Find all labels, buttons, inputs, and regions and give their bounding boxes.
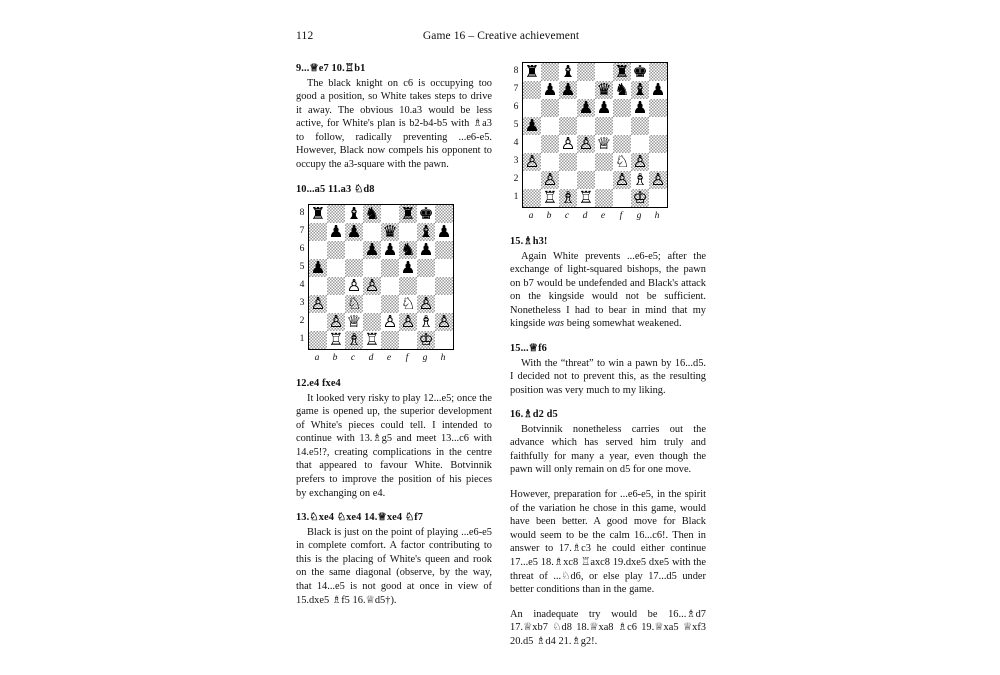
chess-piece-p: ♟ [382,241,398,260]
board-square-d4 [363,277,381,295]
chess-piece-K: ♔ [418,331,434,350]
board-square-d3 [363,295,381,313]
file-label: b [546,210,552,221]
file-label: d [582,210,588,221]
file-label: e [600,210,606,221]
chess-piece-b: ♝ [346,205,362,224]
chess-piece-P: ♙ [542,171,558,189]
rank-label: 1 [299,333,305,345]
board-square-b8 [541,63,559,81]
chess-piece-N: ♘ [346,295,362,314]
board-square-h6 [649,99,667,117]
board-square-c1 [559,189,577,207]
rank-label: 1 [513,191,519,202]
board-square-d2 [363,313,381,331]
chess-piece-k: ♚ [418,205,434,224]
annotation-paragraph-8: An inadequate try would be 16...♗d7 17.♕xb7 ♘d8 18.♕xa8 ♗c6 19.♕xa5 ♕xf3 20.d5 ♗d4 21.♗g2!. [510,608,706,647]
chess-piece-R: ♖ [328,331,344,350]
board-square-b6 [327,241,345,259]
annotation-paragraph-2: It looked very risky to play 12...e5; once the game is opened up, the superior development of White's pieces could tell. I intended to continue with 13.♗g5 and meet 13...c6 with 14.e5!?, creating complications in the centre that appeared to favour White. Botvinnik prefers to improve the position of his pieces by exchanging on e4. [296,392,492,499]
rank-label: 5 [299,261,305,273]
board-square-g6 [631,99,649,117]
file-label: a [314,352,320,364]
file-label: d [368,352,374,364]
board-square-f1 [399,331,417,349]
board-square-d5 [363,259,381,277]
file-label: c [350,352,356,364]
chess-piece-N: ♘ [614,153,630,171]
chess-piece-k: ♚ [632,63,648,81]
board-square-f3 [613,153,631,171]
rank-label: 4 [513,137,519,148]
board-square-g8 [417,205,435,223]
board-square-f8 [399,205,417,223]
chess-piece-R: ♖ [578,189,594,207]
board-square-b7 [541,81,559,99]
board-square-g8 [631,63,649,81]
board-square-a4 [523,135,541,153]
board-square-c4 [345,277,363,295]
file-labels-1 [308,352,454,364]
board-square-f4 [613,135,631,153]
chess-diagram-1 [296,204,492,364]
board-square-c7 [345,223,363,241]
board-square-h4 [435,277,453,295]
chess-piece-p: ♟ [364,241,380,260]
chess-piece-p: ♟ [650,81,666,99]
chess-piece-p: ♟ [578,99,594,117]
board-square-g4 [631,135,649,153]
board-square-b3 [327,295,345,313]
move-heading-15-Bh3: 15.♗h3! [510,236,548,247]
board-square-f2 [613,171,631,189]
chess-piece-P: ♙ [578,135,594,153]
board-square-a3 [523,153,541,171]
file-label: a [528,210,534,221]
board-square-h5 [649,117,667,135]
board-square-a2 [523,171,541,189]
chess-piece-r: ♜ [310,205,326,224]
board-square-b7 [327,223,345,241]
file-label: h [440,352,446,364]
board-square-h4 [649,135,667,153]
chess-piece-p: ♟ [542,81,558,99]
board-square-h7 [649,81,667,99]
board-square-b1 [327,331,345,349]
board-square-h8 [649,63,667,81]
board-square-d2 [577,171,595,189]
chess-piece-b: ♝ [418,223,434,242]
annotation-paragraph-5: With the “threat” to win a pawn by 16...d5. I decided not to prevent this, as the resulting position was very much to my liking. [510,357,706,396]
board-square-c2 [345,313,363,331]
chessboard-1 [308,204,454,350]
board-square-g7 [417,223,435,241]
board-square-g6 [417,241,435,259]
board-square-e5 [381,259,399,277]
chess-piece-B: ♗ [632,171,648,189]
chess-piece-B: ♗ [560,189,576,207]
board-square-g3 [417,295,435,313]
file-label: b [332,352,338,364]
board-square-a7 [309,223,327,241]
board-square-f7 [613,81,631,99]
chess-diagram-2 [510,62,706,222]
chess-piece-B: ♗ [346,331,362,350]
file-label: h [654,210,660,221]
chess-piece-P: ♙ [524,153,540,171]
para4-part-b: being somewhat weakened. [564,318,682,330]
board-square-c1 [345,331,363,349]
chess-piece-P: ♙ [650,171,666,189]
board-square-f5 [399,259,417,277]
chess-piece-p: ♟ [632,99,648,117]
chess-piece-N: ♘ [400,295,416,314]
board-square-f8 [613,63,631,81]
board-square-e2 [381,313,399,331]
board-square-e3 [381,295,399,313]
annotation-paragraph-6: Botvinnik nonetheless carries out the advance which has served him truly and faithfully for many a year, even though the pawn will only remain on d5 for one move. [510,423,706,476]
left-column [296,62,492,607]
board-square-d7 [577,81,595,99]
board-square-g5 [631,117,649,135]
rank-label: 2 [299,315,305,327]
board-square-g1 [631,189,649,207]
board-square-b5 [327,259,345,277]
file-label: f [619,210,623,221]
board-square-a7 [523,81,541,99]
board-square-d6 [363,241,381,259]
board-square-c6 [559,99,577,117]
chess-piece-n: ♞ [614,81,630,99]
chess-piece-p: ♟ [524,117,540,135]
board-square-b3 [541,153,559,171]
move-heading-13-Nxe4: 13.♘xe4 ♘xe4 14.♕xe4 ♘f7 [296,512,424,524]
annotation-paragraph-7: However, preparation for ...e6-e5, in the spirit of the variation he chose in this game, would have been better. A good move for Black would seem to be the calm 16...c6!. Then in answer to 17.♗c3 he could either continue 17...e5 18.♗xc8 ♖axc8 19.dxe5 dxe5 with the threat of ...♘d6, or else play 17...d5 under better conditions than in the game. [510,489,706,596]
annotation-paragraph-1: The black knight on c6 is occupying too good a position, so White takes steps to drive it away. The obvious 10.a3 would be less active, for White's plan is b2-b4-b5 with ♗a3 to follow, radically preventing ...e6-e5. However, Black now compels his opponent to occupy the a3-square with the pawn. [296,77,492,170]
move-heading-10-a5: 10...a5 11.a3 ♘d8 [296,183,375,195]
chess-piece-P: ♙ [328,313,344,332]
para4-emphasis: was [547,318,565,330]
chess-piece-r: ♜ [400,205,416,224]
board-square-d1 [363,331,381,349]
chess-piece-P: ♙ [418,295,434,314]
rank-label: 7 [299,225,305,237]
rank-label: 8 [513,65,519,76]
board-square-e4 [595,135,613,153]
chess-piece-R: ♖ [364,331,380,350]
file-label: e [386,352,392,364]
board-square-f3 [399,295,417,313]
board-square-c8 [559,63,577,81]
board-square-c5 [345,259,363,277]
board-square-a2 [309,313,327,331]
chess-piece-r: ♜ [614,63,630,81]
board-square-h2 [435,313,453,331]
board-square-d7 [363,223,381,241]
chess-piece-R: ♖ [542,189,558,207]
chess-piece-P: ♙ [400,313,416,332]
board-square-g1 [417,331,435,349]
board-square-h8 [435,205,453,223]
board-square-h1 [435,331,453,349]
board-square-h5 [435,259,453,277]
move-heading-9-Qe7: 9...♕e7 10.♖b1 [296,63,366,74]
board-square-a8 [523,63,541,81]
rank-label: 5 [513,119,519,130]
rank-label: 3 [299,297,305,309]
board-square-h3 [435,295,453,313]
file-label: g [422,352,428,364]
board-square-d4 [577,135,595,153]
board-square-b4 [541,135,559,153]
board-square-f1 [613,189,631,207]
rank-label: 6 [299,243,305,255]
running-head [296,30,706,46]
chess-piece-Q: ♕ [596,135,612,153]
board-square-h6 [435,241,453,259]
board-square-b6 [541,99,559,117]
board-square-a8 [309,205,327,223]
running-title: Game 16 – Creative achievement [422,30,580,42]
rank-label: 3 [513,155,519,166]
chess-piece-K: ♔ [632,189,648,207]
chess-piece-p: ♟ [346,223,362,242]
chess-piece-n: ♞ [364,205,380,224]
board-square-d3 [577,153,595,171]
board-square-d8 [577,63,595,81]
board-square-e7 [381,223,399,241]
file-label: c [564,210,570,221]
board-square-g5 [417,259,435,277]
rank-label: 2 [513,173,519,184]
chess-piece-n: ♞ [400,241,416,260]
board-square-g7 [631,81,649,99]
chess-piece-p: ♟ [560,81,576,99]
board-square-e2 [595,171,613,189]
board-square-c3 [345,295,363,313]
board-square-e5 [595,117,613,135]
board-square-e3 [595,153,613,171]
rank-labels-2 [510,62,522,206]
board-square-a3 [309,295,327,313]
chess-piece-r: ♜ [524,63,540,81]
page-number: 112 [296,30,314,42]
chess-piece-P: ♙ [382,313,398,332]
board-square-c8 [345,205,363,223]
board-square-e1 [595,189,613,207]
move-heading-12-e4: 12.e4 fxe4 [296,378,341,390]
board-square-f4 [399,277,417,295]
board-square-e8 [381,205,399,223]
board-square-g3 [631,153,649,171]
chess-piece-P: ♙ [436,313,452,332]
board-square-b8 [327,205,345,223]
chess-piece-q: ♛ [596,81,612,99]
chess-piece-b: ♝ [632,81,648,99]
chessboard-2 [522,62,668,208]
board-square-f6 [399,241,417,259]
board-square-b5 [541,117,559,135]
board-square-a1 [309,331,327,349]
chess-piece-p: ♟ [436,223,452,242]
rank-labels-1 [296,204,308,348]
chess-piece-P: ♙ [632,153,648,171]
rank-label: 7 [513,83,519,94]
board-square-e1 [381,331,399,349]
annotation-paragraph-4 [510,250,706,331]
board-square-c6 [345,241,363,259]
chess-piece-q: ♛ [382,223,398,242]
board-square-a5 [523,117,541,135]
board-square-h7 [435,223,453,241]
rank-label: 8 [299,207,305,219]
board-square-e4 [381,277,399,295]
board-square-c7 [559,81,577,99]
board-square-a6 [309,241,327,259]
file-labels-2 [522,210,668,222]
board-square-a1 [523,189,541,207]
board-square-h3 [649,153,667,171]
move-heading-15-Qf6: 15...♕f6 [510,342,547,354]
board-square-e8 [595,63,613,81]
chess-piece-p: ♟ [596,99,612,117]
chess-piece-P: ♙ [310,295,326,314]
board-square-d8 [363,205,381,223]
chess-piece-Q: ♕ [346,313,362,332]
board-square-f6 [613,99,631,117]
board-square-b1 [541,189,559,207]
board-square-h2 [649,171,667,189]
board-square-f7 [399,223,417,241]
board-square-c2 [559,171,577,189]
move-heading-16-Bd2: 16.♗d2 d5 [510,409,558,421]
board-square-c3 [559,153,577,171]
board-square-f2 [399,313,417,331]
board-square-c4 [559,135,577,153]
board-square-b2 [541,171,559,189]
file-label: f [405,352,409,364]
board-square-b4 [327,277,345,295]
board-square-c5 [559,117,577,135]
board-square-d6 [577,99,595,117]
board-square-g4 [417,277,435,295]
board-square-a4 [309,277,327,295]
chess-piece-p: ♟ [310,259,326,278]
chess-piece-P: ♙ [614,171,630,189]
board-square-d5 [577,117,595,135]
board-square-e7 [595,81,613,99]
chess-piece-P: ♙ [560,135,576,153]
chess-piece-b: ♝ [560,63,576,81]
annotation-paragraph-3: Black is just on the point of playing ...e6-e5 in complete comfort. A factor contributing to this is the placing of White's queen and rook on the same diagonal (observe, by the way, that 14...e5 is not good at once in view of 15.dxe5 ♗f5 16.♕d5†). [296,526,492,606]
chess-piece-P: ♙ [364,277,380,296]
rank-label: 6 [513,101,519,112]
chess-piece-P: ♙ [346,277,362,296]
para4-part-a: Again White prevents ...e6-e5; after the exchange of light-squared bishops, the pawn on b7 would be undefended and Black's attack on the kingside would not be sufficient. Nonetheless I had to bear in mind that my kingside [510,250,706,330]
board-square-g2 [631,171,649,189]
chess-piece-p: ♟ [328,223,344,242]
file-label: g [636,210,642,221]
chess-piece-p: ♟ [418,241,434,260]
board-square-b2 [327,313,345,331]
board-square-e6 [595,99,613,117]
rank-label: 4 [299,279,305,291]
board-square-d1 [577,189,595,207]
board-square-e6 [381,241,399,259]
board-square-f5 [613,117,631,135]
board-square-a6 [523,99,541,117]
board-square-a5 [309,259,327,277]
board-square-g2 [417,313,435,331]
chess-piece-p: ♟ [400,259,416,278]
right-column [510,62,706,648]
board-square-h1 [649,189,667,207]
chess-piece-B: ♗ [418,313,434,332]
